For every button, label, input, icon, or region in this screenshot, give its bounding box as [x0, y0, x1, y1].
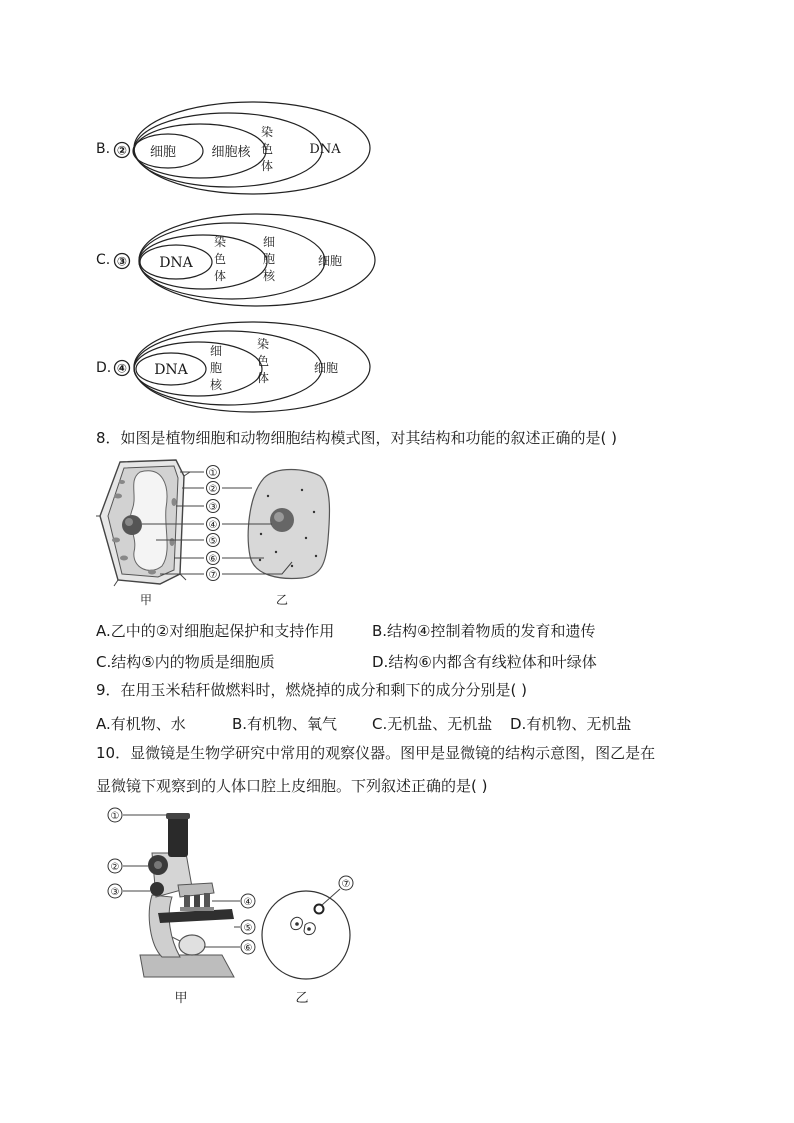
svg-text:①: ① [110, 811, 120, 822]
callout-6 [241, 940, 255, 954]
option-b-ring-1: 细胞 [149, 145, 177, 160]
option-c-diagram [110, 210, 380, 308]
callout-2 [207, 482, 220, 496]
q8-answer-c: C.结构⑤内的物质是细胞质 [96, 653, 275, 671]
callout-6 [207, 552, 220, 566]
callout-5 [241, 920, 255, 934]
option-d-number: ④ [116, 361, 128, 376]
callout-3 [207, 500, 220, 514]
svg-text:色: 色 [260, 142, 274, 156]
svg-text:②: ② [110, 862, 120, 873]
microscope-icon [140, 813, 234, 977]
callout-4 [207, 518, 220, 532]
callout-1 [207, 466, 220, 480]
svg-text:⑤: ⑤ [243, 923, 253, 934]
option-d-label: D. [96, 360, 112, 376]
callout-7 [207, 568, 220, 582]
callout-5 [207, 534, 220, 548]
svg-text:体: 体 [213, 269, 227, 283]
q8-answer-d: D.结构⑥内都含有线粒体和叶绿体 [372, 653, 597, 671]
option-d-ring-1: DNA [154, 362, 188, 378]
svg-text:③: ③ [110, 887, 120, 898]
svg-text:⑤: ⑤ [208, 536, 218, 547]
q8-answer-b: B.结构④控制着物质的发育和遗传 [372, 622, 596, 640]
q9-answer-c: C.无机盐、无机盐 [372, 715, 493, 733]
microscope-label: 甲 [174, 991, 188, 1006]
svg-text:色: 色 [256, 354, 270, 368]
q8-callouts [207, 466, 220, 582]
q8-stem: 8．如图是植物细胞和动物细胞结构模式图，对其结构和功能的叙述正确的是( ) [96, 429, 618, 447]
svg-text:核: 核 [209, 378, 223, 392]
svg-text:④: ④ [243, 897, 253, 908]
view-label: 乙 [295, 991, 309, 1006]
svg-text:染: 染 [260, 125, 274, 139]
svg-text:染: 染 [256, 337, 270, 351]
svg-text:⑥: ⑥ [208, 554, 218, 565]
option-b-ring-2: 细胞核 [211, 145, 251, 160]
option-b-label: B. [96, 141, 111, 157]
svg-text:③: ③ [208, 502, 218, 513]
q9-stem: 9．在用玉米秸秆做燃料时，燃烧掉的成分和剩下的成分分别是( ) [96, 681, 528, 699]
svg-text:④: ④ [208, 520, 218, 531]
svg-text:染: 染 [213, 235, 227, 249]
svg-text:⑦: ⑦ [341, 879, 351, 890]
option-c-label: C. [96, 252, 111, 268]
option-b-ring-4: DNA [309, 142, 341, 157]
option-d-ring-3 [257, 336, 269, 385]
q9-answer-b: B.有机物、氧气 [232, 715, 338, 733]
svg-text:核: 核 [262, 269, 276, 283]
option-b-diagram [110, 100, 380, 198]
option-b-number: ② [116, 143, 128, 158]
option-b-ring-3 [261, 124, 273, 173]
svg-text:体: 体 [256, 371, 270, 385]
callout-3 [108, 884, 122, 898]
q10-stem-line-2: 显微镜下观察到的人体口腔上皮细胞。下列叙述正确的是( ) [96, 777, 488, 795]
q10-stem-line-1: 10．显微镜是生物学研究中常用的观察仪器。图甲是显微镜的结构示意图，图乙是在 [96, 744, 656, 762]
callout-4 [241, 894, 255, 908]
callout-7 [339, 876, 353, 890]
q8-answer-a: A.乙中的②对细胞起保护和支持作用 [96, 622, 335, 640]
microscope-view [262, 876, 353, 979]
svg-text:①: ① [208, 468, 218, 479]
option-d-ring-4: 细胞 [313, 361, 339, 375]
option-c-ring-2 [214, 234, 226, 283]
q9-answer-d: D.有机物、无机盐 [510, 715, 632, 733]
option-c-number: ③ [116, 254, 128, 269]
option-d-ring-2 [210, 344, 223, 392]
callout-1 [108, 808, 122, 822]
svg-text:胞: 胞 [262, 252, 276, 266]
plant-cell-label: 甲 [139, 593, 153, 607]
svg-text:色: 色 [213, 252, 227, 266]
svg-text:⑥: ⑥ [243, 943, 253, 954]
option-d-diagram [110, 320, 380, 416]
q9-answer-a: A.有机物、水 [96, 715, 186, 733]
option-c-ring-3 [263, 235, 276, 283]
svg-text:②: ② [208, 484, 218, 495]
svg-text:体: 体 [260, 159, 274, 173]
svg-text:胞: 胞 [209, 361, 223, 375]
option-c-ring-1: DNA [159, 255, 193, 271]
option-c-ring-4: 细胞 [317, 254, 343, 268]
svg-text:细: 细 [262, 235, 276, 249]
animal-cell-label: 乙 [275, 593, 289, 607]
callout-2 [108, 859, 122, 873]
q8-cell-figure [96, 456, 356, 616]
svg-text:⑦: ⑦ [208, 570, 218, 581]
plant-cell [96, 460, 190, 586]
q10-microscope-figure [100, 805, 370, 1015]
svg-text:细: 细 [209, 344, 223, 358]
